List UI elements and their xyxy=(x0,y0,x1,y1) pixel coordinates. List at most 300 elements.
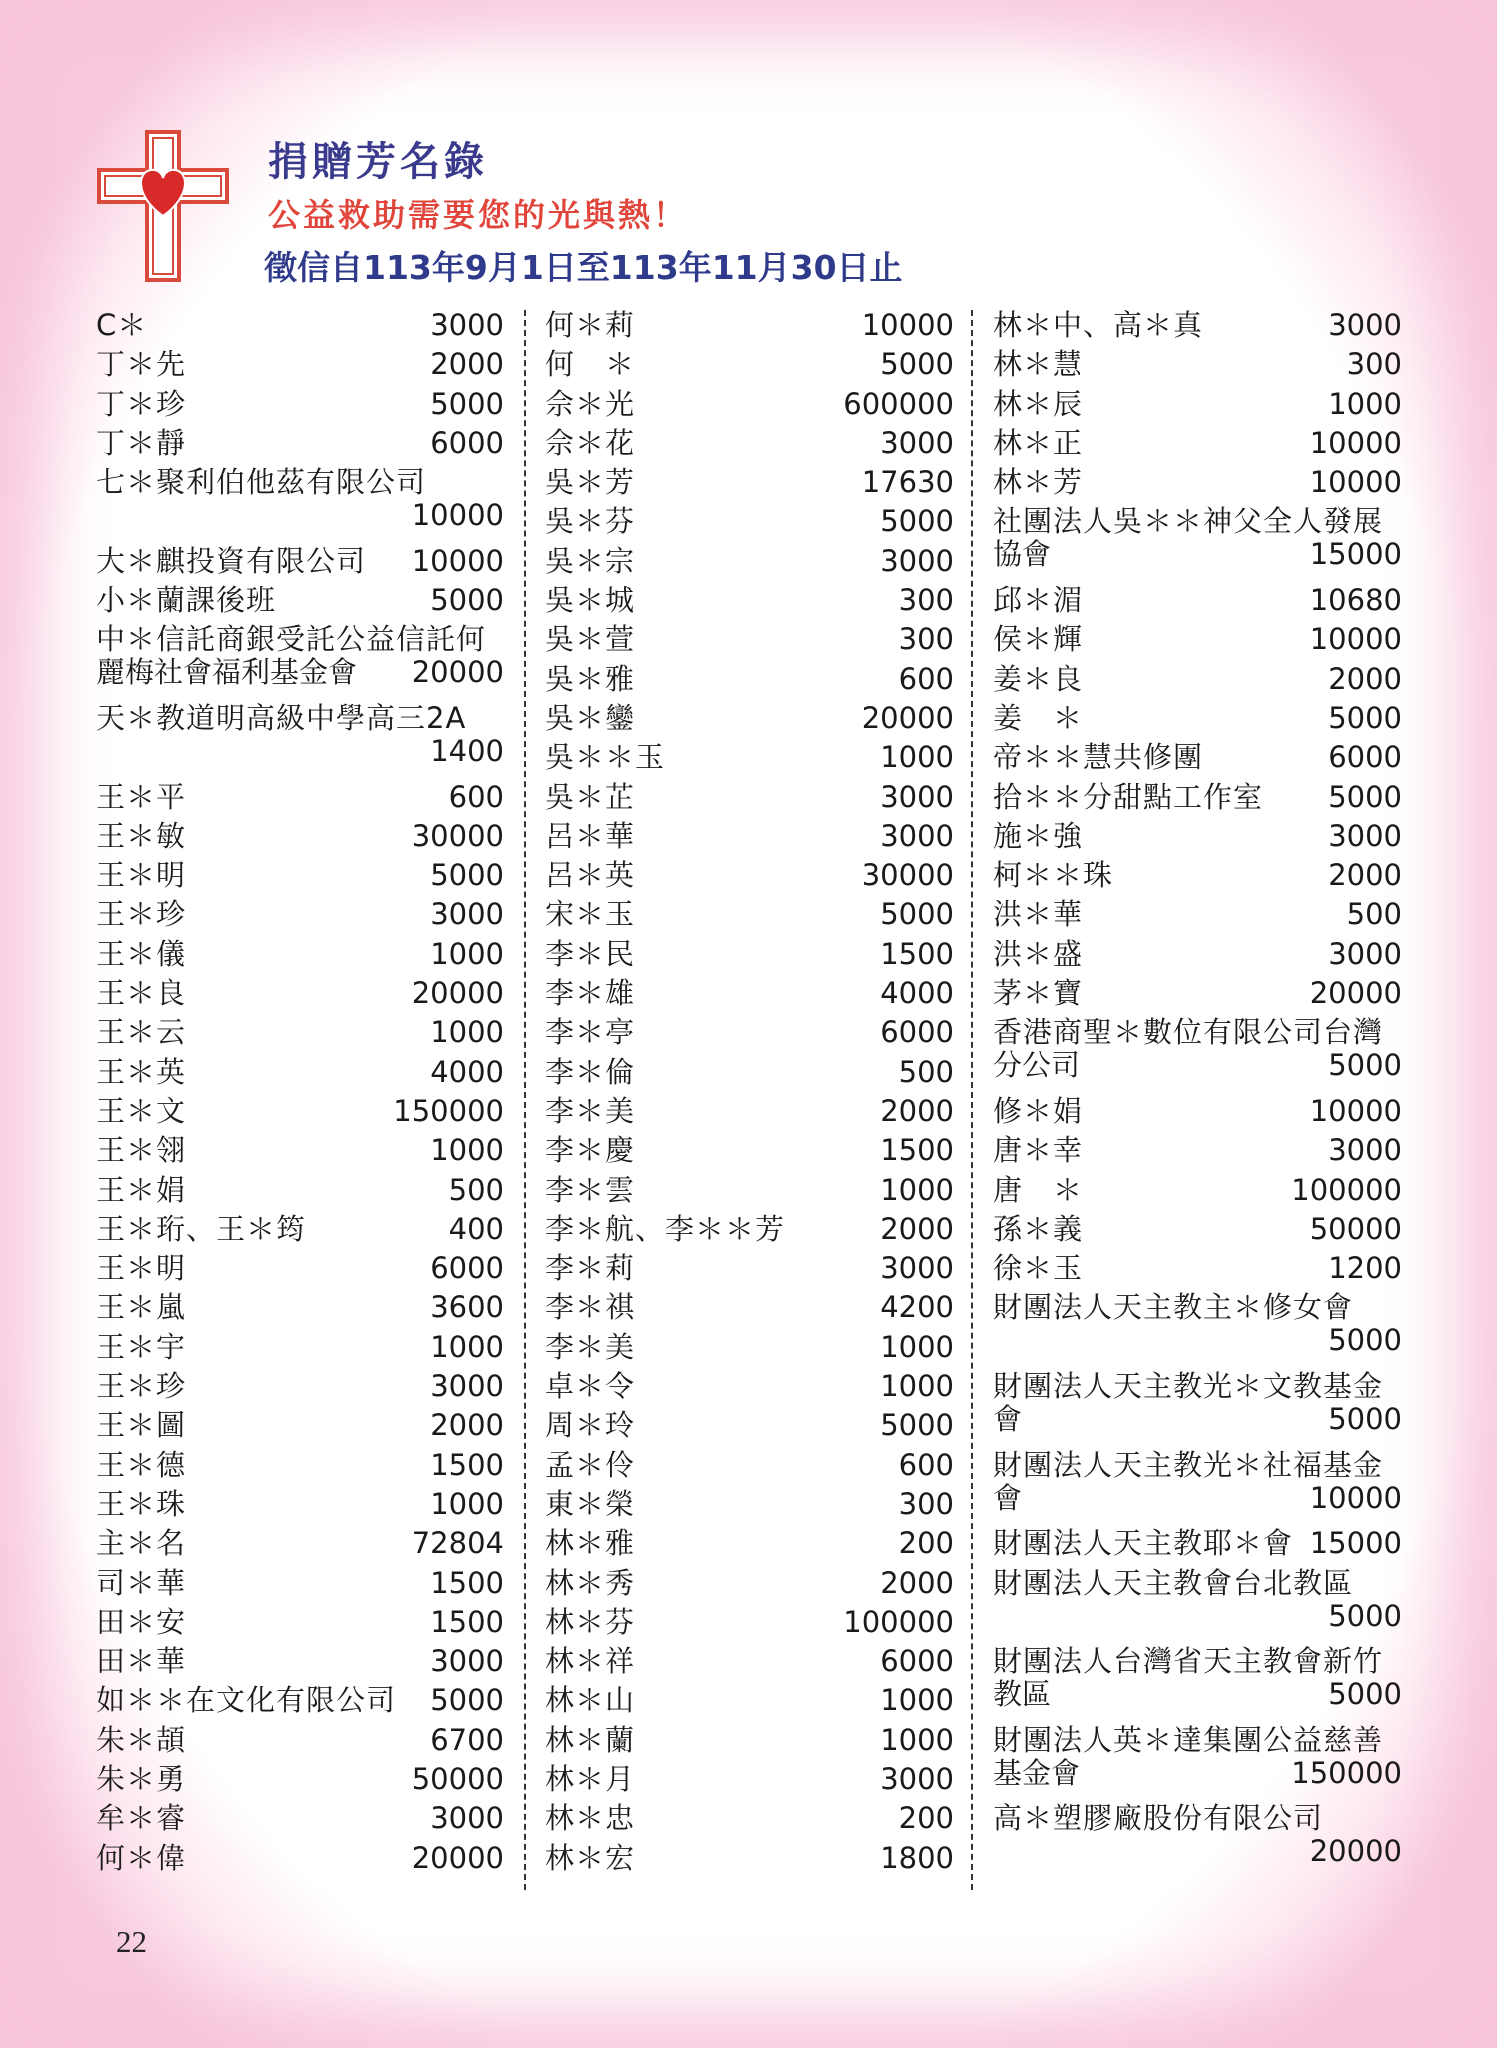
donation-amount: 3000 xyxy=(430,1644,504,1679)
donation-amount: 5000 xyxy=(880,1408,954,1443)
donation-amount: 600 xyxy=(898,1447,954,1482)
donation-amount: 6000 xyxy=(430,1251,504,1286)
donor-entry xyxy=(545,856,954,895)
donor-name: 呂＊華 xyxy=(545,818,636,853)
donation-amount: 2000 xyxy=(430,1408,504,1443)
donor-entry xyxy=(993,1524,1402,1563)
donor-name: 侯＊輝 xyxy=(993,622,1084,657)
donor-name: 帝＊＊慧共修團 xyxy=(993,740,1204,775)
donor-name: 佘＊花 xyxy=(545,425,636,460)
donor-entry xyxy=(993,1013,1402,1092)
donor-entry xyxy=(993,660,1402,699)
donor-entry xyxy=(96,1642,504,1681)
donation-amount: 400 xyxy=(448,1211,504,1246)
donor-name: 李＊美 xyxy=(545,1093,636,1128)
column-divider xyxy=(524,310,526,1890)
donation-amount: 6000 xyxy=(880,1015,954,1050)
donor-name: 小＊蘭課後班 xyxy=(96,583,277,618)
donation-amount: 30000 xyxy=(411,818,504,853)
donor-name: 吳＊芬 xyxy=(545,504,636,539)
donor-entry xyxy=(96,1288,504,1327)
donor-name: 林＊祥 xyxy=(545,1644,636,1679)
donor-entry xyxy=(545,1524,954,1563)
donor-entry xyxy=(96,974,504,1013)
donor-name: 丁＊珍 xyxy=(96,386,187,421)
donor-name: 徐＊玉 xyxy=(993,1251,1084,1286)
donation-amount: 10000 xyxy=(1309,465,1402,500)
donor-name: 李＊倫 xyxy=(545,1054,636,1089)
donor-entry xyxy=(993,817,1402,856)
donation-amount: 200 xyxy=(898,1526,954,1561)
donor-name: 李＊航、李＊＊芳 xyxy=(545,1211,786,1246)
donor-entry xyxy=(545,1210,954,1249)
donation-amount: 3000 xyxy=(880,779,954,814)
donor-name: 王＊珩、王＊筠 xyxy=(96,1211,307,1246)
donation-amount: 1000 xyxy=(880,1172,954,1207)
donor-list-column-2 xyxy=(545,306,954,1878)
donor-list-column-3 xyxy=(993,306,1402,1878)
donor-entry xyxy=(545,1367,954,1406)
donor-name: 王＊明 xyxy=(96,1251,187,1286)
donation-amount: 3000 xyxy=(880,1761,954,1796)
donor-name-cont: 分公司 xyxy=(993,1048,1081,1083)
donor-name: 王＊宇 xyxy=(96,1329,187,1364)
donor-entry xyxy=(545,738,954,777)
donation-amount: 100000 xyxy=(1291,1172,1402,1207)
donor-entry xyxy=(993,463,1402,502)
donor-name: 李＊雄 xyxy=(545,976,636,1011)
donor-name: 王＊儀 xyxy=(96,936,187,971)
donor-name: 朱＊勇 xyxy=(96,1761,187,1796)
donor-name: 周＊玲 xyxy=(545,1408,636,1443)
page-title: 捐贈芳名錄 xyxy=(268,139,488,185)
donor-entry xyxy=(545,817,954,856)
donor-name: 林＊正 xyxy=(993,425,1084,460)
donor-name: 施＊強 xyxy=(993,818,1084,853)
donor-name: 社團法人吳＊＊神父全人發展 xyxy=(993,504,1384,539)
donor-name: 林＊雅 xyxy=(545,1526,636,1561)
cross-heart-icon xyxy=(95,128,231,284)
donor-name: 王＊平 xyxy=(96,779,187,814)
donation-amount: 1500 xyxy=(880,936,954,971)
donation-amount: 5000 xyxy=(430,386,504,421)
donor-entry xyxy=(96,620,504,699)
donor-name: 孫＊義 xyxy=(993,1211,1084,1246)
donation-amount: 4000 xyxy=(880,976,954,1011)
donor-entry xyxy=(993,974,1402,1013)
donor-entry xyxy=(993,1288,1402,1367)
donor-entry xyxy=(96,1839,504,1878)
donor-name: 吳＊芳 xyxy=(545,465,636,500)
donor-name: 洪＊華 xyxy=(993,897,1084,932)
donor-name: 林＊蘭 xyxy=(545,1722,636,1757)
donor-entry xyxy=(96,1210,504,1249)
donor-name-cont: 教區 xyxy=(993,1677,1052,1712)
donation-amount: 10000 xyxy=(1309,1093,1402,1128)
donor-entry xyxy=(545,502,954,541)
donation-amount: 30000 xyxy=(861,858,954,893)
donation-amount: 20000 xyxy=(1309,976,1402,1011)
donor-name: 何 ＊ xyxy=(545,347,636,382)
donor-name: 吳＊＊玉 xyxy=(545,740,666,775)
donor-entry xyxy=(993,424,1402,463)
donor-entry xyxy=(96,1681,504,1720)
donor-name: 王＊珍 xyxy=(96,1369,187,1404)
donor-entry xyxy=(993,1799,1402,1878)
donor-entry xyxy=(96,895,504,934)
donor-name: 林＊忠 xyxy=(545,1801,636,1836)
donor-name: 佘＊光 xyxy=(545,386,636,421)
donation-amount: 4200 xyxy=(880,1290,954,1325)
column-divider xyxy=(971,310,973,1890)
donation-amount: 1000 xyxy=(430,1133,504,1168)
donation-amount: 300 xyxy=(898,583,954,618)
donation-amount: 500 xyxy=(448,1172,504,1207)
donor-name: 七＊聚利伯他茲有限公司 xyxy=(96,465,427,500)
donor-name: 何＊偉 xyxy=(96,1840,187,1875)
donor-list-column-1 xyxy=(96,306,504,1878)
donor-name: 如＊＊在文化有限公司 xyxy=(96,1683,397,1718)
donation-amount: 5000 xyxy=(430,583,504,618)
donor-entry xyxy=(545,1249,954,1288)
donor-name: 王＊珠 xyxy=(96,1486,187,1521)
donor-entry xyxy=(993,306,1402,345)
donor-name: 拾＊＊分甜點工作室 xyxy=(993,779,1264,814)
donor-entry xyxy=(96,1013,504,1052)
donor-name: 丁＊靜 xyxy=(96,425,187,460)
donor-entry xyxy=(96,699,504,778)
donor-entry xyxy=(545,345,954,384)
donor-entry xyxy=(993,1721,1402,1800)
donor-entry xyxy=(96,306,504,345)
donor-entry xyxy=(96,1603,504,1642)
donor-entry xyxy=(993,699,1402,738)
donor-entry xyxy=(545,1485,954,1524)
donation-amount: 1000 xyxy=(430,1486,504,1521)
donor-entry xyxy=(96,935,504,974)
donation-amount: 150000 xyxy=(1291,1755,1402,1790)
donor-name: 王＊良 xyxy=(96,976,187,1011)
period-note: 徵信自113年9月1日至113年11月30日止 xyxy=(264,248,903,287)
donor-name: 李＊美 xyxy=(545,1329,636,1364)
donor-name: 王＊云 xyxy=(96,1015,187,1050)
donation-amount: 5000 xyxy=(1328,700,1402,735)
donation-amount: 1000 xyxy=(430,1329,504,1364)
donor-entry xyxy=(545,1446,954,1485)
donation-amount: 1000 xyxy=(430,1015,504,1050)
donation-amount: 3000 xyxy=(430,1369,504,1404)
donor-name: 李＊莉 xyxy=(545,1251,636,1286)
donation-amount: 4000 xyxy=(430,1054,504,1089)
donor-entry xyxy=(96,581,504,620)
donor-name: C＊ xyxy=(96,308,148,342)
donor-entry xyxy=(96,1446,504,1485)
donor-name: 大＊麒投資有限公司 xyxy=(96,543,367,578)
donation-amount: 1000 xyxy=(430,936,504,971)
donor-entry xyxy=(96,817,504,856)
donor-name: 吳＊宗 xyxy=(545,543,636,578)
donation-amount: 3000 xyxy=(1328,936,1402,971)
donation-amount: 1000 xyxy=(880,1722,954,1757)
donation-amount: 6000 xyxy=(1328,740,1402,775)
donor-entry xyxy=(545,1171,954,1210)
donor-entry xyxy=(993,1564,1402,1643)
donation-amount: 3000 xyxy=(880,543,954,578)
donation-amount: 6000 xyxy=(880,1644,954,1679)
donation-amount: 10000 xyxy=(1309,425,1402,460)
donation-amount: 10000 xyxy=(1309,1480,1402,1515)
donation-amount: 1500 xyxy=(430,1604,504,1639)
donor-name: 吳＊鑾 xyxy=(545,700,636,735)
donation-amount: 6000 xyxy=(430,425,504,460)
donation-amount: 3000 xyxy=(880,818,954,853)
donor-entry xyxy=(96,856,504,895)
donation-amount: 3000 xyxy=(430,897,504,932)
donation-amount: 300 xyxy=(898,1486,954,1521)
donation-amount: 1200 xyxy=(1328,1251,1402,1286)
donation-amount: 500 xyxy=(898,1054,954,1089)
donation-amount: 5000 xyxy=(430,1683,504,1718)
donor-entry xyxy=(545,581,954,620)
donor-name: 中＊信託商銀受託公益信託何 xyxy=(96,622,487,657)
donor-entry xyxy=(545,463,954,502)
donor-entry xyxy=(993,1446,1402,1525)
donor-name: 牟＊睿 xyxy=(96,1801,187,1836)
donor-entry xyxy=(545,1328,954,1367)
donor-entry xyxy=(545,1406,954,1445)
donor-entry xyxy=(96,1799,504,1838)
donation-amount: 20000 xyxy=(411,655,504,690)
donor-name: 林＊宏 xyxy=(545,1840,636,1875)
donor-name: 財團法人天主教耶＊會 xyxy=(993,1526,1294,1561)
donor-entry xyxy=(545,1642,954,1681)
donor-name: 財團法人天主教主＊修女會 xyxy=(993,1290,1354,1325)
donor-entry xyxy=(545,1131,954,1170)
donor-entry xyxy=(96,1328,504,1367)
donation-amount: 5000 xyxy=(880,504,954,539)
donor-entry xyxy=(993,385,1402,424)
donor-entry xyxy=(545,1721,954,1760)
donor-entry xyxy=(96,1171,504,1210)
donor-name: 香港商聖＊數位有限公司台灣 xyxy=(993,1015,1384,1050)
donation-amount: 6700 xyxy=(430,1722,504,1757)
donation-amount: 3000 xyxy=(880,1251,954,1286)
donation-amount: 2000 xyxy=(1328,661,1402,696)
donor-entry xyxy=(545,424,954,463)
donation-amount: 3000 xyxy=(430,1801,504,1836)
donor-name: 王＊娟 xyxy=(96,1172,187,1207)
donor-name: 唐 ＊ xyxy=(993,1172,1084,1207)
donation-amount: 15000 xyxy=(1309,537,1402,572)
donor-entry xyxy=(545,1839,954,1878)
donor-entry xyxy=(545,1564,954,1603)
donation-amount: 10000 xyxy=(1309,622,1402,657)
donor-entry xyxy=(545,306,954,345)
donor-entry xyxy=(993,581,1402,620)
donation-amount: 2000 xyxy=(880,1211,954,1246)
donor-entry xyxy=(545,385,954,424)
donor-entry xyxy=(993,1131,1402,1170)
donation-amount: 600 xyxy=(898,661,954,696)
page-number: 22 xyxy=(116,1924,147,1959)
donor-name: 田＊安 xyxy=(96,1604,187,1639)
donor-name: 財團法人天主教光＊社福基金 xyxy=(993,1447,1384,1482)
donor-name: 李＊祺 xyxy=(545,1290,636,1325)
donation-amount: 500 xyxy=(1346,897,1402,932)
donation-amount: 5000 xyxy=(430,858,504,893)
donor-entry xyxy=(96,424,504,463)
donor-entry xyxy=(545,1288,954,1327)
donor-entry xyxy=(993,1642,1402,1721)
donor-name: 王＊敏 xyxy=(96,818,187,853)
donation-amount: 2000 xyxy=(1328,858,1402,893)
donation-amount: 10000 xyxy=(861,308,954,342)
page-subtitle: 公益救助需要您的光與熱！ xyxy=(268,196,689,234)
donor-entry xyxy=(545,1760,954,1799)
donation-amount: 10000 xyxy=(411,498,504,533)
donor-name-cont: 麗梅社會福利基金會 xyxy=(96,655,358,690)
donor-name-cont: 基金會 xyxy=(993,1755,1081,1790)
donor-entry xyxy=(993,620,1402,659)
donor-entry xyxy=(96,542,504,581)
donor-name: 吳＊芷 xyxy=(545,779,636,814)
donation-amount: 2000 xyxy=(880,1565,954,1600)
donor-entry xyxy=(96,1524,504,1563)
donor-name: 姜 ＊ xyxy=(993,700,1084,735)
donor-entry xyxy=(545,620,954,659)
donation-amount: 3000 xyxy=(1328,818,1402,853)
donation-amount: 600000 xyxy=(843,386,954,421)
donor-entry xyxy=(993,778,1402,817)
donation-amount: 600 xyxy=(448,779,504,814)
donor-entry xyxy=(993,1171,1402,1210)
donation-amount: 150000 xyxy=(393,1093,504,1128)
donor-name: 吳＊雅 xyxy=(545,661,636,696)
donor-name-cont: 協會 xyxy=(993,537,1052,572)
donation-amount: 20000 xyxy=(411,1840,504,1875)
donor-entry xyxy=(545,935,954,974)
donor-name: 李＊雲 xyxy=(545,1172,636,1207)
donor-entry xyxy=(96,1367,504,1406)
donation-amount: 2000 xyxy=(430,347,504,382)
donation-amount: 5000 xyxy=(1328,1323,1402,1358)
donor-entry xyxy=(545,895,954,934)
donation-amount: 10000 xyxy=(411,543,504,578)
donor-name: 邱＊湄 xyxy=(993,583,1084,618)
donation-amount: 20000 xyxy=(1309,1834,1402,1869)
donor-name: 財團法人天主教光＊文教基金 xyxy=(993,1369,1384,1404)
donation-amount: 100000 xyxy=(843,1604,954,1639)
donor-name: 何＊莉 xyxy=(545,308,636,342)
donor-entry xyxy=(96,1760,504,1799)
donor-entry xyxy=(96,463,504,542)
donor-name: 王＊文 xyxy=(96,1093,187,1128)
donation-amount: 50000 xyxy=(411,1761,504,1796)
donor-entry xyxy=(545,1603,954,1642)
donor-name: 林＊慧 xyxy=(993,347,1084,382)
donor-name: 修＊娟 xyxy=(993,1093,1084,1128)
donor-entry xyxy=(545,778,954,817)
donor-name: 李＊民 xyxy=(545,936,636,971)
donation-amount: 1000 xyxy=(880,1329,954,1364)
donor-entry xyxy=(993,1367,1402,1446)
donor-entry xyxy=(993,345,1402,384)
donation-amount: 5000 xyxy=(1328,1048,1402,1083)
donation-amount: 300 xyxy=(898,622,954,657)
donor-entry xyxy=(545,1681,954,1720)
donor-name: 唐＊幸 xyxy=(993,1133,1084,1168)
donation-amount: 1800 xyxy=(880,1840,954,1875)
donation-amount: 17630 xyxy=(861,465,954,500)
donation-amount: 5000 xyxy=(1328,1402,1402,1437)
donor-entry xyxy=(993,738,1402,777)
donor-entry xyxy=(545,1013,954,1052)
donor-entry xyxy=(545,974,954,1013)
donor-entry xyxy=(545,699,954,738)
donor-name-cont: 會 xyxy=(993,1480,1023,1515)
donation-amount: 5000 xyxy=(1328,1598,1402,1633)
donor-entry xyxy=(545,1053,954,1092)
donor-name: 林＊芬 xyxy=(545,1604,636,1639)
donor-name: 林＊辰 xyxy=(993,386,1084,421)
donation-amount: 15000 xyxy=(1309,1526,1402,1561)
donor-name: 吳＊城 xyxy=(545,583,636,618)
donor-entry xyxy=(993,502,1402,581)
donation-amount: 3000 xyxy=(430,308,504,342)
donor-entry xyxy=(96,1249,504,1288)
donor-name: 呂＊英 xyxy=(545,858,636,893)
donor-name: 林＊山 xyxy=(545,1683,636,1718)
donation-amount: 300 xyxy=(1346,347,1402,382)
donor-name: 林＊秀 xyxy=(545,1565,636,1600)
donor-entry xyxy=(993,1249,1402,1288)
donor-name: 王＊嵐 xyxy=(96,1290,187,1325)
donor-name: 王＊圖 xyxy=(96,1408,187,1443)
donor-entry xyxy=(96,1092,504,1131)
donor-name: 吳＊萱 xyxy=(545,622,636,657)
donation-amount: 5000 xyxy=(880,897,954,932)
donor-name: 王＊德 xyxy=(96,1447,187,1482)
donor-name: 田＊華 xyxy=(96,1644,187,1679)
donor-name: 東＊榮 xyxy=(545,1486,636,1521)
donor-entry xyxy=(96,778,504,817)
donor-entry xyxy=(96,1485,504,1524)
donor-entry xyxy=(545,1799,954,1838)
donation-amount: 1000 xyxy=(880,1683,954,1718)
donor-name: 朱＊頡 xyxy=(96,1722,187,1757)
donor-entry xyxy=(96,1406,504,1445)
donor-name: 李＊亭 xyxy=(545,1015,636,1050)
donation-amount: 3600 xyxy=(430,1290,504,1325)
donor-name-cont: 會 xyxy=(993,1402,1023,1437)
donation-amount: 5000 xyxy=(880,347,954,382)
donor-entry xyxy=(545,660,954,699)
donor-entry xyxy=(993,1210,1402,1249)
donor-name: 姜＊良 xyxy=(993,661,1084,696)
donor-name: 王＊珍 xyxy=(96,897,187,932)
donation-amount: 50000 xyxy=(1309,1211,1402,1246)
donation-amount: 72804 xyxy=(411,1526,504,1561)
donor-entry xyxy=(96,385,504,424)
donor-entry xyxy=(96,1131,504,1170)
donation-amount: 1000 xyxy=(1328,386,1402,421)
donor-entry xyxy=(96,1053,504,1092)
donor-name: 王＊英 xyxy=(96,1054,187,1089)
donation-amount: 1500 xyxy=(880,1133,954,1168)
donor-name: 孟＊伶 xyxy=(545,1447,636,1482)
donor-name: 財團法人英＊達集團公益慈善 xyxy=(993,1722,1384,1757)
donation-amount: 10680 xyxy=(1309,583,1402,618)
